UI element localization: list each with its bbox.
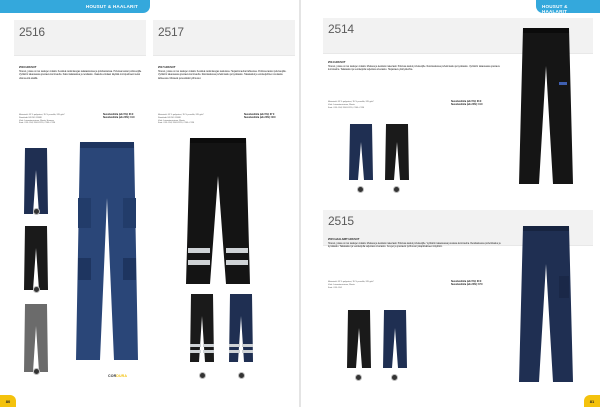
thumb-2514-black[interactable] [383, 122, 411, 182]
product-specs-2514: Materiaali: 65 % polyesteri, 35 % puuvilla, 245 g/m² Värit: Laivastonsininen, Musta Koot: C44–C64, D84–D120, C146–C156 [328, 101, 374, 109]
thumb-2514-navy[interactable] [347, 122, 375, 182]
price-inc-vat-2515: Suositushinta (alv 24%): 37 € [451, 284, 483, 287]
thumb-2515-navy[interactable] [381, 308, 409, 370]
right-page [301, 0, 600, 407]
thumb-2516-grey[interactable] [22, 302, 50, 374]
color-badge-2514-navy [357, 186, 364, 193]
category-tab-right: HOUSUT & HAALARIT [536, 0, 600, 13]
product-name-2516: 2516 HOUSUT [19, 66, 37, 69]
product-specs-2515: Materiaali: 65 % polyesteri, 35 % puuvilla, 245 g/m² Värit: Laivastonsininen, Musta Koot: C44–C64 [328, 281, 374, 289]
color-badge-2515-black [355, 374, 362, 381]
category-tab-left: HOUSUT & HAALARIT [0, 0, 150, 13]
thumb-2517-black[interactable] [188, 292, 216, 364]
page-number-left: 80 [0, 395, 16, 407]
product-description-2516: Housut, joissa on iso taskujen määrä. Kestävä nailonkangas takataskuissa ja polvitaskuissa. Polvissa taskut polvisuojille. Vyötärön takaosassa joustava kuminauha. Kaksi takataskua ja reisitasku. Vaatetta voidaan käyttää monipuolisesti sekä ulkona että sisällä. [19, 71, 142, 80]
product-image-2515 [511, 224, 581, 384]
brand-logo-part-b: DURA [116, 374, 128, 378]
color-badge-2514-black [393, 186, 400, 193]
price-ex-vat-2514: Suositushinta (alv 0%): 33 € [451, 101, 482, 103]
product-description-2517: Housut, joissa on iso taskujen määrä. Kestävä nailonkangas taskuissa. Heijastinnauhat lahkeissa. Polvissa taskut polvisuojille. Vyötärön takaosassa joustava kuminauha. Reisitaskussa puhelintasku ja kynätasku. Takataskut ja vetoketjullinen sivutasku lahkeessa. Mukavat ja kestävät työhousut. [158, 71, 287, 80]
product-specs-2517: Materiaali: 65 % polyesteri, 35 % puuvilla, 245 g/m² Standardi: EN ISO 13688 Värit: Laivastonsininen, Musta Koot: C44–C64, D84–D120, C146–C156 [158, 114, 204, 125]
thumb-2515-black[interactable] [345, 308, 373, 370]
price-ex-vat-2515: Suositushinta (alv 0%): 30 € [451, 281, 482, 283]
model-number-2516: 2516 [19, 25, 45, 39]
price-block-2516 [103, 114, 145, 120]
price-inc-vat-2516: Suositushinta (alv 24%): 41 € [103, 117, 135, 120]
color-badge-2517-black [199, 372, 206, 379]
brand-logo [108, 374, 127, 378]
product-name-2514: 2514 HOUSUT [328, 61, 346, 64]
product-specs-2516: Materiaali: 65 % polyesteri, 35 % puuvilla, 245 g/m² Standardi: EN ISO 13688 Värit: Laivastonsininen, Musta, Harmaa Koot: C44–C64, D84–D120, C146–C156 [19, 114, 65, 125]
price-inc-vat-2517: Suositushinta (alv 24%): 46 € [244, 117, 276, 120]
product-name-2517: 2517 HOUSUT [158, 66, 176, 69]
price-block-2514 [451, 101, 511, 107]
color-badge-2517-navy [238, 372, 245, 379]
color-badge-2516-grey [33, 368, 40, 375]
product-description-2515: Housut, joissa on iso taskujen määrä. Mukava ja kestävä materiaali. Polvissa taskut polvisuojille. Vyötärön takaosassa joustava kuminauha. Reisitaskussa puhelintasku ja kynätasku. Takataskut ja vetoketjulla suljettava sivutasku. Kevyet ja joustavat työhousut jokapäiväiseen käyttöön. [328, 243, 501, 249]
price-block-2515 [451, 281, 511, 287]
price-ex-vat-2516: Suositushinta (alv 0%): 33 € [103, 114, 134, 116]
price-inc-vat-2514: Suositushinta (alv 24%): 41 € [451, 104, 483, 107]
page-number-right: 81 [584, 395, 600, 407]
product-image-2517 [176, 136, 260, 286]
product-image-2514 [511, 26, 581, 186]
model-number-2514: 2514 [328, 22, 354, 36]
color-badge-2516-navy [33, 208, 40, 215]
product-image-2516 [68, 138, 146, 364]
thumb-2517-navy[interactable] [227, 292, 255, 364]
color-badge-2516-black [33, 286, 40, 293]
brand-logo-part-a: COR [108, 374, 117, 378]
left-page [0, 0, 299, 407]
price-block-2517 [244, 114, 294, 120]
color-badge-2515-navy [391, 374, 398, 381]
model-number-2517: 2517 [158, 25, 184, 39]
product-description-2514: Housut, joissa on iso taskujen määrä. Mukava ja kestävä materiaali. Polvissa taskut polvisuojille. Reisitaskussa puhelintasku ja kynätasku. Vyötärön takaosassa joustava kuminauha. Takataskut ja vetoketjulla suljettava sivutasku. Heijastava yksityiskohta. [328, 66, 500, 72]
price-ex-vat-2517: Suositushinta (alv 0%): 37 € [244, 114, 275, 116]
model-number-2515: 2515 [328, 214, 354, 228]
thumb-2516-black[interactable] [22, 224, 50, 292]
product-name-2515: 2515 HAALARIT HOUSUT [328, 238, 360, 241]
thumb-2516-navy[interactable] [22, 146, 50, 216]
